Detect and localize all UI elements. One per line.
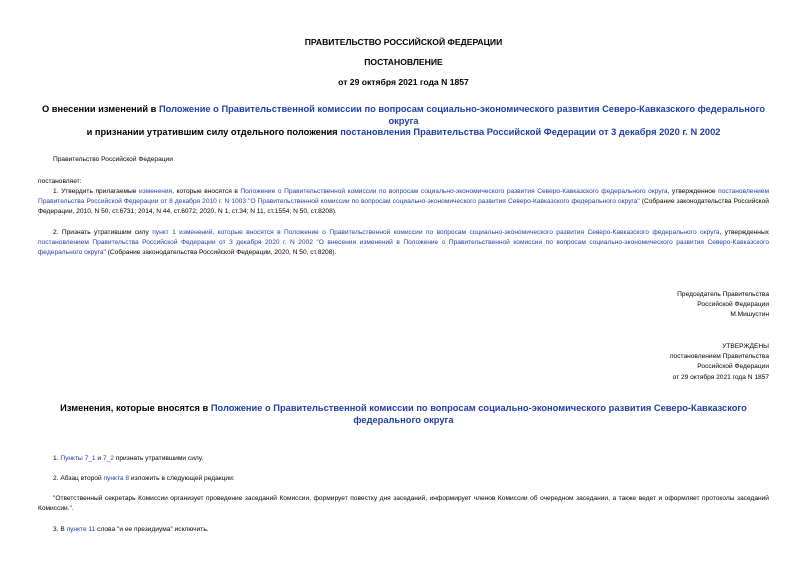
title-link-resolution-2002[interactable]: постановления Правительства Российской Федерации от 3 декабря 2020 г. N 2002 <box>340 127 721 137</box>
approval-line-4: от 29 октября 2021 года N 1857 <box>672 373 769 381</box>
change-1-text-a: 1. <box>53 455 61 462</box>
change-1-text-c: признать утратившими силу. <box>113 455 204 462</box>
paragraph-1 <box>38 187 769 218</box>
document-title <box>36 104 771 139</box>
p1-text-c: , утвержденное <box>667 188 719 195</box>
change-1-link-7-1[interactable]: Пункты 7_1 <box>60 455 96 462</box>
p1-link-changes[interactable]: изменения <box>139 188 173 195</box>
change-item-3 <box>53 525 209 535</box>
approval-line-3: Российской Федерации <box>697 363 769 371</box>
issuer-heading: ПРАВИТЕЛЬСТВО РОССИЙСКОЙ ФЕДЕРАЦИИ <box>304 37 503 47</box>
government-label: Правительство Российской Федерации <box>53 156 173 163</box>
changes-title-text: Изменения, которые вносятся в <box>60 403 211 413</box>
change-3-link-item-11[interactable]: пункте 11 <box>66 526 96 533</box>
changes-title-link-regulation[interactable]: Положение о Правительственной комиссии по вопросам социально-экономического развития Северо-Кавказского федерального округа <box>210 403 747 425</box>
change-3-text-b: слова "и ее президиума" исключить. <box>95 526 209 533</box>
title-text-2: и признании утратившим силу отдельного положения <box>86 127 341 137</box>
change-item-2 <box>53 474 235 484</box>
title-text-1: О внесении изменений в <box>41 104 159 114</box>
change-item-1 <box>53 454 203 464</box>
p2-link-resolution-2002[interactable]: постановлением Правительства Российской Федерации от 3 декабря 2020 г. N 2002 "О внесении изменений в Положение о Правительственной комиссии по вопросам социально-экономического развития Северо-Кавказского федерального округа" <box>38 239 769 257</box>
paragraph-2 <box>38 228 769 259</box>
signature-block <box>677 290 769 321</box>
signature-line-3: М.Мишустин <box>730 311 769 319</box>
change-1-link-7-2[interactable]: 7_2 <box>102 455 114 462</box>
p1-text-b: , которые вносятся в <box>172 188 241 195</box>
approval-block <box>670 342 769 383</box>
changes-title <box>36 403 771 426</box>
signature-line-1: Председатель Правительства <box>677 291 769 298</box>
doc-type-heading: ПОСТАНОВЛЕНИЕ <box>364 57 443 67</box>
p1-link-regulation[interactable]: Положение о Правительственной комиссии по вопросам социально-экономического развития Северо-Кавказского федерального округа <box>240 188 668 195</box>
p1-link-resolution-1003[interactable]: постановлением Правительства Российской Федерации от 8 декабря 2010 г. N 1003 "О Правительственной комиссии по вопросам социально-экономического развития Северо-Кавказского федерального округа" <box>38 188 769 206</box>
signature-line-2: Российской Федерации <box>697 301 769 309</box>
change-1-text-b: и <box>95 455 103 462</box>
change-quote: "Ответственный секретарь Комиссии организует проведение заседаний Комиссии, формирует повестку дня заседаний, информирует членов Комиссии об очередном заседании, а также ведет и оформляет протоколы заседаний Комиссии.". <box>38 495 769 513</box>
title-link-regulation[interactable]: Положение о Правительственной комиссии по вопросам социально-экономического развития Северо-Кавказского федерального округа <box>158 104 766 126</box>
approval-line-2: постановлением Правительства <box>669 353 769 361</box>
change-2-link-item-8[interactable]: пункта 8 <box>103 475 130 482</box>
change-3-text-a: 3. В <box>53 526 67 533</box>
decides-label: постановляет: <box>38 178 82 185</box>
approval-line-1: УТВЕРЖДЕНЫ <box>722 343 769 350</box>
p2-link-item-1[interactable]: пункт 1 изменений, которые вносятся в Положение о Правительственной комиссии по вопросам социально-экономического развития Северо-Кавказского федерального округа <box>152 229 720 236</box>
p1-text-a: 1. Утвердить прилагаемые <box>53 188 139 195</box>
date-number-heading: от 29 октября 2021 года N 1857 <box>338 77 469 87</box>
p2-text-b: , утвержденных <box>719 229 769 236</box>
change-2-text-a: 2. Абзац второй <box>53 475 104 482</box>
p1-text-d: (Собрание законодательства Российской Федерации, 2010, N 50, ст.6731; 2014, N 44, ст.6072; 2020, N 1, ст.34; N 11, ст.1554; N 50, ст.8208). <box>38 198 769 216</box>
p2-text-c: (Собрание законодательства Российской Федерации, 2020, N 50, ст.8208). <box>105 249 337 257</box>
p2-text-a: 2. Признать утратившим силу <box>53 229 153 236</box>
change-2-text-b: изложить в следующей редакции: <box>129 475 235 482</box>
